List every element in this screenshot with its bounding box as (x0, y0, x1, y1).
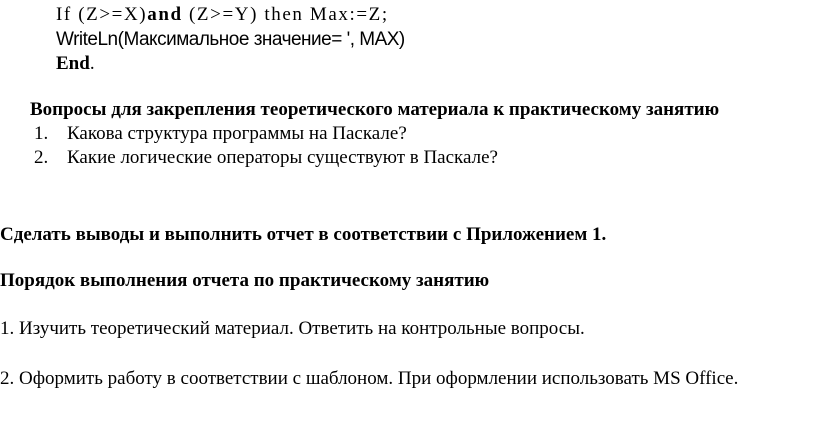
question-text: Какова структура программы на Паскале? (67, 123, 407, 144)
code-text: If (Z>=X) (56, 4, 148, 25)
code-keyword-end: End (56, 53, 90, 74)
code-line-writeln: WriteLn(Максимальное значение= ', MAX) (56, 29, 405, 50)
code-keyword-and: and (147, 4, 183, 25)
conclusion-text: Сделать выводы и выполнить отчет в соответствии с Приложением 1. (0, 224, 607, 245)
questions-heading: Вопросы для закрепления теоретического материала к практическому занятию (30, 99, 720, 120)
order-step: 2. Оформить работу в соответствии с шаблоном. При оформлении использовать MS Office. (0, 368, 739, 389)
question-number: 1. (34, 123, 49, 144)
code-punct: . (89, 53, 95, 74)
code-text: (Z>=Y) then Max:=Z; (182, 4, 389, 25)
code-line-end (56, 54, 95, 73)
order-heading: Порядок выполнения отчета по практическому занятию (0, 270, 490, 291)
question-number: 2. (34, 147, 49, 168)
order-step: 1. Изучить теоретический материал. Ответить на контрольные вопросы. (0, 318, 585, 339)
question-text: Какие логические операторы существуют в Паскале? (67, 147, 498, 168)
code-line-if (56, 5, 389, 24)
